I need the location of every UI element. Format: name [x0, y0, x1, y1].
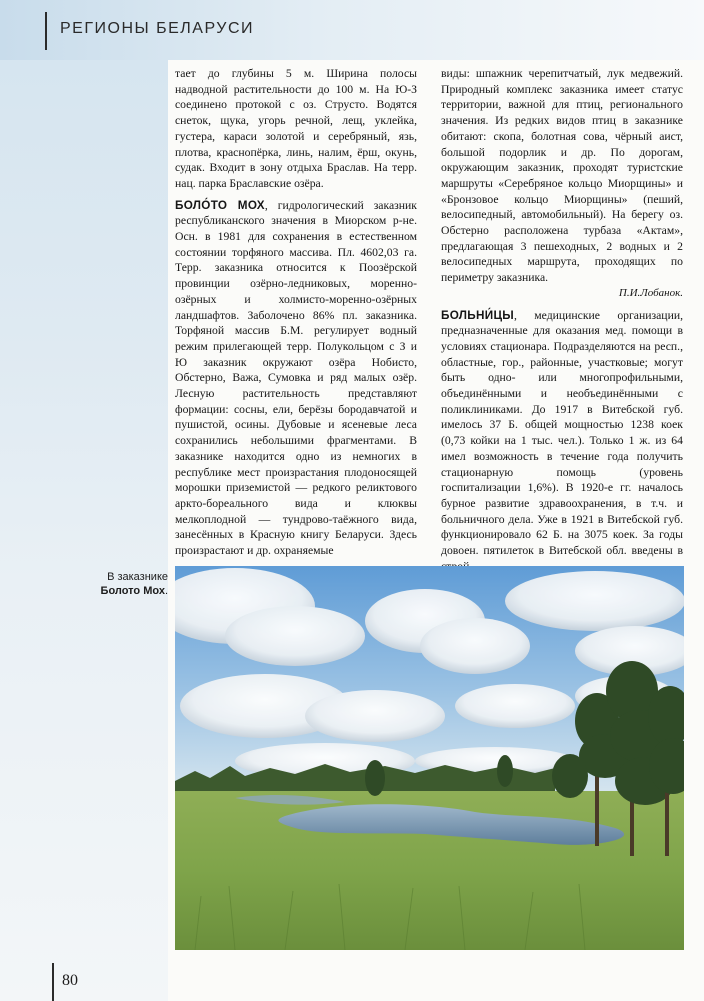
paragraph-text: виды: шпажник черепитчатый, лук медвежий. Природный комплекс заказника имеет статус территории, важной для птиц, регионального значения. Из редких видов птиц в заказнике обитают: скопа, болотная сова, чёрный аист, большой подорлик и др. По дорогам, окружающим заказник, проходят туристские маршруты «Серебряное кольцо Миорщины» и «Бронзовое кольцо Миорщины» (пеший, велосипедный, автомобильный). На берегу оз. Обстерно расположена турбаза «Актам», предлагающая 3 пешеходных, 2 водных и 2 велосипедных маршрута, проходящих по периметру заказника.: [441, 67, 683, 285]
paragraph-continued-boloto: [441, 66, 683, 302]
landscape-photo: [175, 566, 684, 950]
caption-tail: .: [164, 585, 168, 597]
side-margin-tint: [0, 0, 168, 1001]
running-header: [0, 0, 704, 60]
article-body: , медицинские организации, предназначенные для оказания мед. помощи в условиях стационара. Подразделяются на респ., областные, гор., районные, участковые; могут быть одно- или многопрофильными, объединёнными и необъединёнными с поликлиниками. До 1917 в Витебской губ. имелось 37 Б. общей мощностью 1238 коек (0,73 койки на 1 тыс. чел.). Только 1 ж. из 64 имел возможность в течение года получить стационарную помощь (уровень госпитализации 1,6%). В 1920-е гг. началось бурное развитие здравоохранения, в т.ч. и больничного дела. Уже в 1921 в Витебской губ. функционировало 62 Б. на 3075 коек. За годы довоен. пятилеток в Витебской обл. введены в: [441, 308, 683, 558]
caption-line-1: В заказнике: [107, 571, 168, 583]
header-title: РЕГИОНЫ БЕЛАРУСИ: [60, 20, 254, 37]
article-boloto-mokh: [175, 198, 417, 559]
photo-caption: [60, 570, 168, 598]
text-column-right: [441, 66, 683, 575]
article-bolnitsy: [441, 308, 683, 575]
article-term: БОЛО́ТО МОХ: [175, 198, 265, 212]
paragraph-continued-lake: тает до глубины 5 м. Ширина полосы надводной растительности до 100 м. На Ю-З соединено протокой с оз. Струсто. Водятся снеток, щука, угорь речной, лещ, уклейка, густера, караси золотой и серебряный, язь, плотва, краснопёрка, линь, налим, ёрш, окунь, судак. Входит в зону отдыха Браслав. На терр. нац. парка Браславские озёра.: [175, 67, 417, 190]
article-author: П.И.Лобанок.: [618, 286, 683, 299]
header-rule: [45, 12, 47, 50]
page-number: 80: [62, 972, 78, 989]
text-column-left: [175, 66, 417, 559]
article-body: , гидрологический заказник республиканского значения в Миорском р-не. Осн. в 1981 для сохранения в естественном состоянии торфяного массива. Пл. 4602,03 га. Терр. заказника относится к Поозёрской провинции озёрно-ледниковых, моренно-озёрных и холмисто-моренно-озёрных ландшафтов. Заболочено 86% пл. заказника. Торфяной массив Б.М. регулирует водный режим прилегающей терр. Полукольцом с З и Ю заказник окружают озёра Нобисто, Обстерно, Важа, Сумовка и ряд малых озёр. Лесную растительность представляют формации: сосны, ели, берёзы бородавчатой и пушистой, осины. Дубовые и ясеневые леса сохранились небольшими фрагментами. В заказнике находится одно из немногих в республике мест произрастания плодоносящей морошки приземистой — редкого реликтового аркто-бореального вида и клюквы мелкоплодной — тундрово-таёжного вида, занесённых в Красную книгу Беларуси. Здесь произрастают и др. охраняемые: [175, 198, 417, 558]
caption-line-2: Болото Мох: [100, 585, 165, 597]
article-term: БОЛЬНИ́ЦЫ: [441, 308, 515, 322]
footer-rule: [52, 963, 54, 1001]
